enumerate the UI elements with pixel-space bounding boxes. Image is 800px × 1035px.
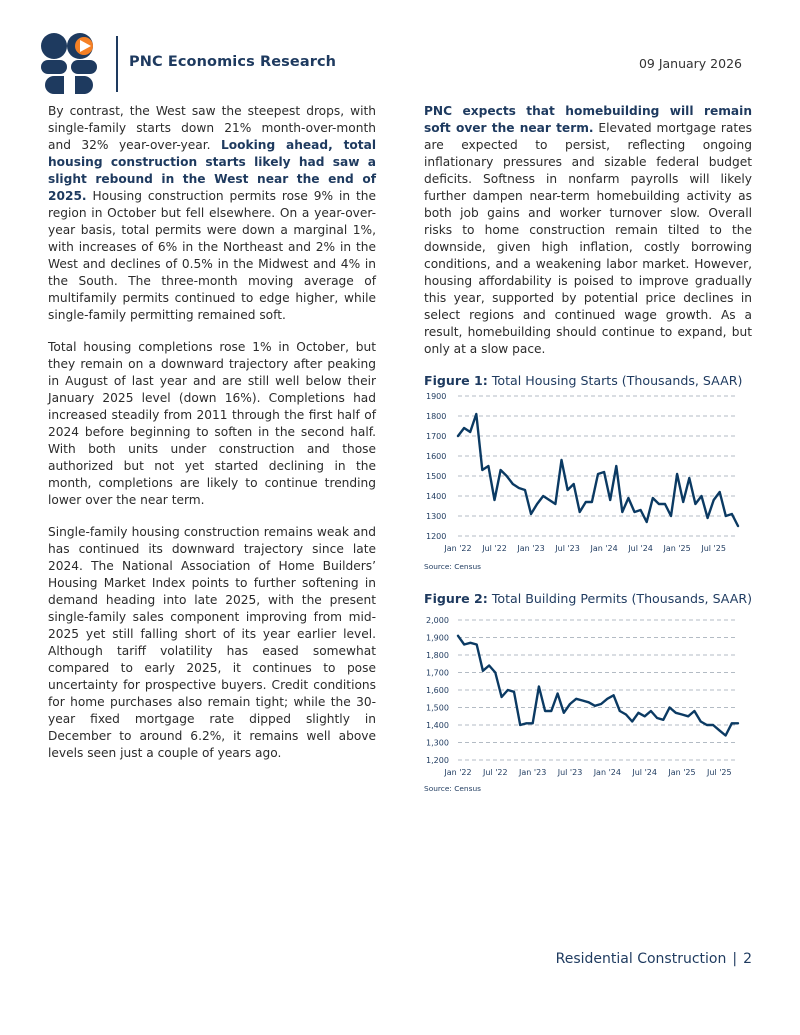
data-point bbox=[476, 644, 478, 646]
data-point bbox=[575, 698, 577, 700]
data-point bbox=[644, 715, 646, 717]
data-point bbox=[731, 513, 733, 515]
data-point bbox=[457, 435, 459, 437]
data-point bbox=[600, 703, 602, 705]
y-tick-label: 1800 bbox=[426, 412, 447, 421]
y-tick-label: 1,600 bbox=[426, 686, 449, 695]
data-point bbox=[513, 691, 515, 693]
page-number: 2 bbox=[743, 951, 752, 967]
x-tick-label: Jul '24 bbox=[632, 768, 657, 777]
data-point bbox=[664, 503, 666, 505]
paragraph-text: By contrast, the West saw the steepest drops, with single-family starts down 21% month-over-month and 32% year-over-year. bbox=[48, 104, 376, 152]
data-point bbox=[561, 459, 563, 461]
data-point bbox=[567, 489, 569, 491]
y-tick-label: 1900 bbox=[426, 392, 447, 401]
data-point bbox=[681, 714, 683, 716]
data-point bbox=[488, 665, 490, 667]
housing-starts-chart bbox=[424, 390, 754, 558]
x-tick-label: Jul '23 bbox=[557, 768, 583, 777]
data-point bbox=[706, 724, 708, 726]
data-point bbox=[731, 722, 733, 724]
data-point bbox=[621, 511, 623, 513]
data-point bbox=[557, 693, 559, 695]
x-tick-label: Jan '25 bbox=[663, 544, 691, 553]
data-point bbox=[713, 499, 715, 501]
x-tick-label: Jul '23 bbox=[555, 544, 580, 553]
data-point bbox=[591, 501, 593, 503]
figure-2-title bbox=[424, 591, 752, 606]
data-point bbox=[463, 427, 465, 429]
x-tick-label: Jul '22 bbox=[482, 544, 507, 553]
data-point bbox=[536, 503, 538, 505]
data-point bbox=[619, 710, 621, 712]
paragraph: Single-family housing construction remains weak and has continued its downward trajectory since late 2024. The National Association of Home Builders’ Housing Market Index points to further softening in demand heading into late 2025, with the present single-family sales component improving from mid-2025 yet still falling short of its year earlier level. Although tariff volatility has eased somewhat compared to early 2025, it continues to pose uncertainty for prospective buyers. Credit conditions for home purchases also remain tight; while the 30-year fixed mortgage rate dipped slightly in December to around 6.2%, it remains well above levels seen just a couple of years ago. bbox=[48, 525, 376, 760]
y-tick-label: 1,800 bbox=[426, 651, 449, 660]
data-point bbox=[569, 703, 571, 705]
figure-label: Figure 1: bbox=[424, 373, 488, 388]
section-name: Residential Construction bbox=[555, 951, 727, 967]
x-tick-label: Jan '23 bbox=[517, 544, 545, 553]
footer-separator: | bbox=[732, 951, 738, 967]
data-point bbox=[652, 497, 654, 499]
data-point bbox=[544, 710, 546, 712]
data-point bbox=[548, 499, 550, 501]
data-point bbox=[640, 509, 642, 511]
data-point bbox=[718, 729, 720, 731]
y-tick-label: 1400 bbox=[426, 492, 447, 501]
data-point bbox=[588, 701, 590, 703]
data-point bbox=[470, 642, 472, 644]
publication-date: 09 January 2026 bbox=[638, 56, 742, 71]
series-line bbox=[458, 636, 738, 736]
data-point bbox=[675, 712, 677, 714]
paragraph: Total housing completions rose 1% in October, but they remain on a downward trajectory after peaking in August of last year and are still well below their January 2025 level (down 16%). Completions had increased steadily from 2011 through the first half of 2024 before beginning to soften in the second half. With both units under construction and those authorized but not yet started declining in the month, completions are likely to continue trending lower over the near term. bbox=[48, 340, 376, 507]
data-point bbox=[701, 495, 703, 497]
data-point bbox=[524, 489, 526, 491]
data-point bbox=[457, 635, 459, 637]
figure-1-title bbox=[424, 373, 742, 388]
data-point bbox=[737, 722, 739, 724]
y-tick-label: 1,700 bbox=[426, 668, 449, 678]
data-point bbox=[615, 465, 617, 467]
data-point bbox=[488, 465, 490, 467]
y-tick-label: 1,300 bbox=[426, 738, 449, 748]
data-point bbox=[676, 473, 678, 475]
x-tick-label: Jan '24 bbox=[593, 768, 621, 777]
figure-2-source: Source: Census bbox=[424, 784, 481, 793]
data-point bbox=[646, 521, 648, 523]
data-point bbox=[542, 495, 544, 497]
y-tick-label: 1,400 bbox=[426, 721, 449, 730]
paragraph-text: Housing construction permits rose 9% in the region in October but fell elsewhere. On a year-over-year basis, total permits were down a marginal 1%, with increases of 6% in the Northeast and 2% in the West and declines of 0.5% in the Midwest and 4% in the South. The three-month moving average of multifamily permits continued to edge higher, while single-family permitting remained soft. bbox=[48, 189, 376, 322]
data-point bbox=[482, 670, 484, 672]
y-tick-label: 1,200 bbox=[426, 756, 449, 765]
data-point bbox=[670, 515, 672, 517]
data-point bbox=[700, 721, 702, 723]
data-point bbox=[494, 499, 496, 501]
y-tick-label: 1500 bbox=[426, 472, 447, 481]
x-tick-label: Jul '24 bbox=[628, 544, 653, 553]
y-tick-label: 1300 bbox=[426, 512, 447, 521]
paragraph bbox=[48, 103, 376, 324]
data-point bbox=[650, 710, 652, 712]
page-header bbox=[0, 0, 800, 100]
figure-caption: Total Building Permits (Thousands, SAAR) bbox=[487, 591, 753, 606]
data-point bbox=[475, 413, 477, 415]
y-tick-label: 1600 bbox=[426, 452, 447, 461]
data-point bbox=[712, 724, 714, 726]
building-permits-chart bbox=[424, 614, 754, 782]
y-tick-label: 1,500 bbox=[426, 703, 449, 713]
data-point bbox=[530, 513, 532, 515]
x-tick-label: Jul '25 bbox=[701, 544, 726, 553]
right-column bbox=[424, 103, 752, 373]
data-point bbox=[501, 696, 503, 698]
data-point bbox=[573, 483, 575, 485]
x-tick-label: Jul '22 bbox=[483, 768, 508, 777]
chart-svg bbox=[424, 390, 754, 558]
data-point bbox=[694, 503, 696, 505]
data-point bbox=[582, 700, 584, 702]
data-point bbox=[737, 525, 739, 527]
figure-label: Figure 2: bbox=[424, 591, 488, 606]
data-point bbox=[638, 712, 640, 714]
data-point bbox=[603, 471, 605, 473]
data-point bbox=[688, 477, 690, 479]
y-tick-label: 1,900 bbox=[426, 633, 449, 643]
data-point bbox=[579, 511, 581, 513]
pnc-logo bbox=[40, 32, 102, 94]
data-point bbox=[532, 722, 534, 724]
data-point bbox=[563, 712, 565, 714]
figure-1-source: Source: Census bbox=[424, 562, 481, 571]
data-point bbox=[631, 721, 633, 723]
data-point bbox=[694, 710, 696, 712]
data-point bbox=[463, 644, 465, 646]
data-point bbox=[725, 515, 727, 517]
figure-caption: Total Housing Starts (Thousands, SAAR) bbox=[487, 373, 743, 388]
data-point bbox=[518, 487, 520, 489]
data-point bbox=[725, 735, 727, 737]
header-divider bbox=[116, 36, 118, 92]
x-tick-label: Jan '22 bbox=[444, 544, 472, 553]
data-point bbox=[550, 710, 552, 712]
x-tick-label: Jan '24 bbox=[590, 544, 618, 553]
data-point bbox=[554, 503, 556, 505]
data-point bbox=[538, 686, 540, 688]
paragraph-bold-text: Looking ahead, total housing construction starts likely had saw a slight rebound in the West near the end of 2025. bbox=[48, 138, 376, 203]
data-point bbox=[613, 694, 615, 696]
data-point bbox=[609, 499, 611, 501]
chart-svg bbox=[424, 614, 754, 782]
data-point bbox=[682, 501, 684, 503]
paragraph-bold-text: PNC expects that homebuilding will remain soft over the near term. bbox=[424, 104, 752, 135]
paragraph bbox=[424, 103, 752, 358]
data-point bbox=[669, 707, 671, 709]
data-point bbox=[658, 503, 660, 505]
data-point bbox=[481, 469, 483, 471]
data-point bbox=[506, 475, 508, 477]
y-tick-label: 1700 bbox=[426, 432, 447, 441]
data-point bbox=[469, 431, 471, 433]
y-tick-label: 2,000 bbox=[426, 616, 449, 625]
data-point bbox=[494, 672, 496, 674]
data-point bbox=[707, 517, 709, 519]
x-tick-label: Jan '22 bbox=[444, 768, 472, 777]
x-tick-label: Jan '25 bbox=[668, 768, 696, 777]
paragraph-text: Elevated mortgage rates are expected to persist, reflecting ongoing inflationary pressures and sizable federal budget deficits. Softness in nonfarm payrolls will likely further dampen near-term homebuilding activity as both job gains and worker turnover slow. Overall risks to home construction remain tilted to the downside, given high inflation, costly borrowing conditions, and a weakening labor market. However, housing affordability is poised to improve gradually this year, supported by potential price declines in select regions and continued wage growth. As a result, homebuilding should continue to expand, but only at a slow pace. bbox=[424, 121, 752, 356]
data-point bbox=[634, 511, 636, 513]
x-tick-label: Jan '23 bbox=[519, 768, 547, 777]
data-point bbox=[606, 698, 608, 700]
data-point bbox=[628, 497, 630, 499]
data-point bbox=[526, 722, 528, 724]
data-point bbox=[625, 714, 627, 716]
data-point bbox=[500, 469, 502, 471]
x-tick-label: Jul '25 bbox=[707, 768, 732, 777]
page-footer bbox=[556, 951, 752, 967]
data-point bbox=[507, 689, 509, 691]
data-point bbox=[656, 717, 658, 719]
y-tick-label: 1200 bbox=[426, 532, 447, 541]
data-point bbox=[594, 705, 596, 707]
data-point bbox=[585, 501, 587, 503]
data-point bbox=[512, 483, 514, 485]
brand-title: PNC Economics Research bbox=[129, 54, 337, 70]
data-point bbox=[597, 473, 599, 475]
data-point bbox=[687, 715, 689, 717]
left-column bbox=[48, 103, 376, 777]
data-point bbox=[662, 719, 664, 721]
data-point bbox=[719, 491, 721, 493]
data-point bbox=[519, 724, 521, 726]
